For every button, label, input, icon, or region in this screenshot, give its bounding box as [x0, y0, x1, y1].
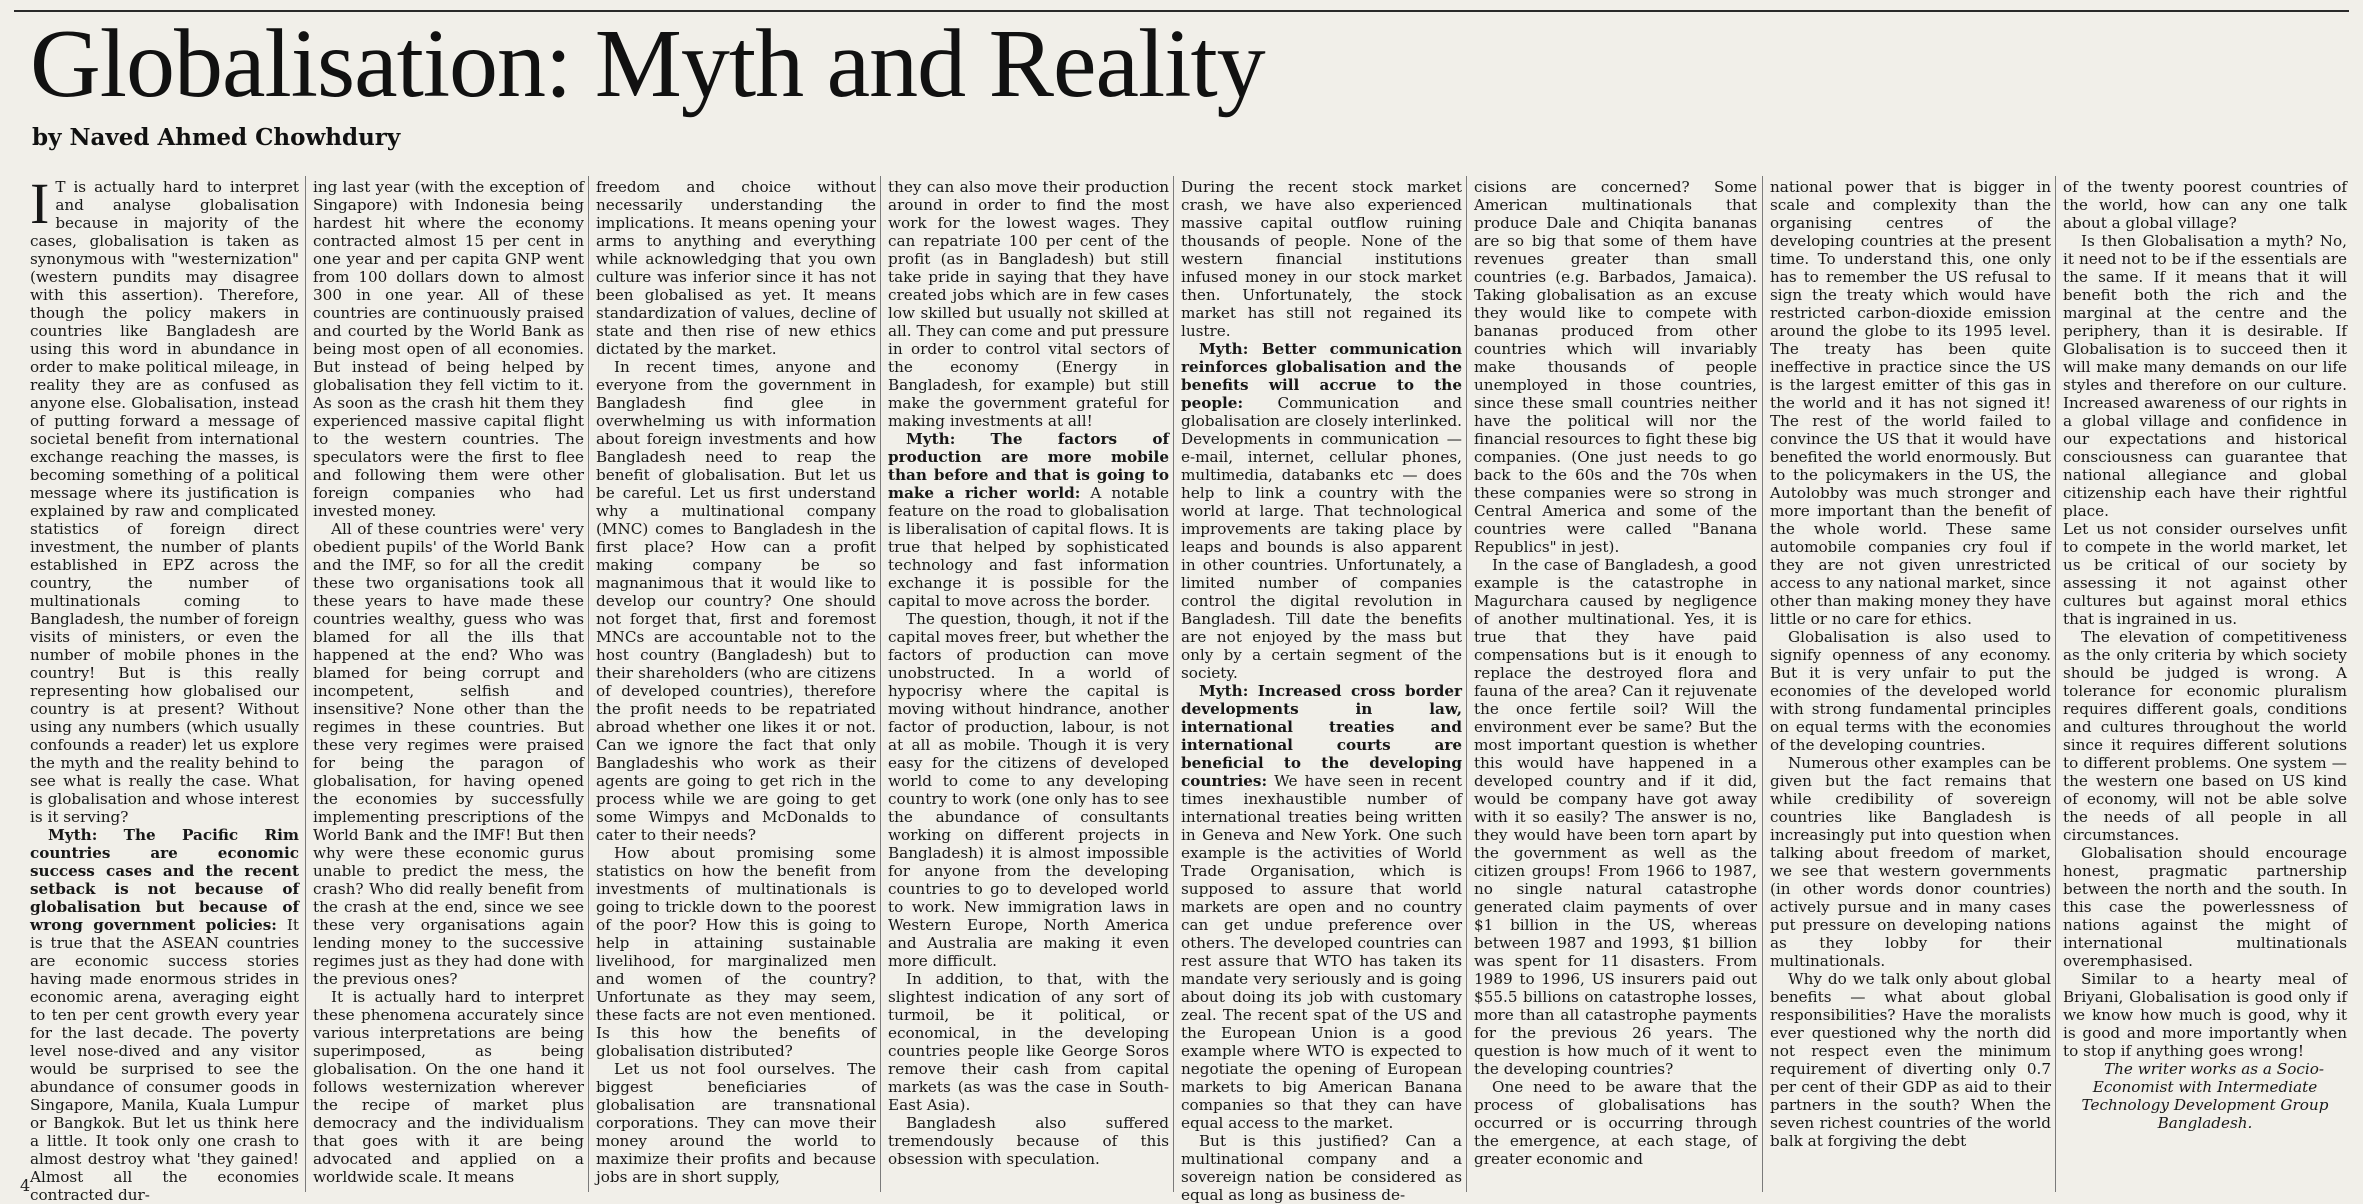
paragraph-text: national power that is bigger in scale and complexity than the organising centres of the developing countries at the present time. To understand this, one only has to remember the US refusal to sign the treaty which would have restricted carbon-dioxide emission around the globe to its 1995 level. The treaty has been quite ineffective in practice since the US is the largest emitter of this gas in the world and it has not signed it! The rest of the world failed to convince the US that it would have benefited the world enormously. But to the policymakers in the US, the Autolobby was much stronger and more important than the benefit of the whole world. These same automobile companies cry foul if they are not given unrestricted access to any national market, since other than making money they have little or no care for ethics. [1770, 178, 2051, 628]
paragraph [313, 520, 584, 988]
paragraph [888, 970, 1169, 1114]
paragraph-text: ing last year (with the exception of Singapore) with Indonesia being hardest hit where the economy contracted almost 15 per cent in one year and per capita GNP went from 100 dollars down to almost 300 in one year. All of these countries are continuously praised and courted by the World Bank as being most open of all economies. But instead of being helped by globalisation they fell victim to it. As soon as the crash hit them they experienced massive capital flight to the western countries. The speculators were the first to flee and following them were other foreign companies who had invested money. [313, 178, 584, 520]
paragraph [1770, 628, 2051, 754]
article-column-5 [1181, 178, 1462, 1204]
paragraph-text: they can also move their production around in order to find the most work for the lowest wages. They can repatriate 100 per cent of the profit (as in Bangladesh) but still take pride in saying that they have created jobs which are in few cases low skilled but usually not skilled at all. They can come and put pressure in order to control vital sectors of the economy (Energy in Bangladesh, for example) but still make the government grateful for making investments at all! [888, 178, 1169, 430]
article-column-1 [30, 171, 299, 1204]
section-heading: Myth: The factors of production are more mobile than before and that is going to make a richer world: [888, 430, 1169, 502]
paragraph-text: Similar to a hearty meal of Briyani, Globalisation is good only if we know how much is good, why it is good and more importantly when to stop if anything goes wrong! [2063, 970, 2347, 1060]
paragraph-text: But is this justified? Can a multinational company and a sovereign nation be considered as equal as long as business de- [1181, 1132, 1462, 1204]
paragraph-text: Globalisation should encourage honest, pragmatic partnership between the north and the south. In this case the powerlessness of nations against the might of international multinationals overemphasised. [2063, 844, 2347, 970]
paragraph-text: cisions are concerned? Some American multinationals that produce Dale and Chiqita bananas are so big that some of them have revenues greater than small countries (e.g. Barbados, Jamaica). Taking globalisation as an excuse they would like to compete with bananas produced from other countries which will invariably make thousands of people unemployed in those countries, since these small countries neither have the political will nor the financial resources to fight these big companies. (One just needs to go back to the 60s and the 70s when these companies were so strong in Central America and some of the countries were called "Banana Republics" in jest). [1474, 178, 1757, 556]
paragraph [596, 844, 876, 1060]
paragraph [2063, 844, 2347, 970]
paragraph [1474, 1078, 1757, 1168]
section-heading: Myth: Increased cross border developments in law, international treaties and international courts are beneficial to the developing countries: [1181, 682, 1462, 790]
article-column-8 [2063, 178, 2347, 1188]
paragraph [888, 430, 1169, 610]
paragraph [2063, 970, 2347, 1060]
paragraph [2063, 232, 2347, 520]
paragraph [2063, 520, 2347, 628]
page-number: 4 [20, 1176, 31, 1195]
paragraph [30, 826, 299, 1204]
paragraph [1770, 970, 2051, 1150]
column-divider [880, 176, 881, 1192]
paragraph-text: We have seen in recent times inexhaustible number of international treaties being written in Geneva and New York. One such example is the activities of World Trade Organisation, which is supposed to assure that world markets are open and no country can get undue preference over others. The developed countries can rest assure that WTO has taken its mandate very seriously and is going about doing its job with customary zeal. The recent spat of the US and the European Union is a good example where WTO is expected to negotiate the opening of European markets to big American Banana companies so that they can have equal access to the market. [1181, 772, 1462, 1132]
paragraph-text: It is actually hard to interpret these phenomena accurately since various interpretations are being superimposed, as being globalisation. On the one hand it follows westernization wherever the recipe of market plus democracy and the individualism that goes with it are being advocated and applied on a worldwide scale. It means [313, 988, 584, 1186]
paragraph-text: Communication and globalisation are closely interlinked. Developments in communication — e-mail, internet, cellular phones, multimedia, databanks etc — does help to link a country with the world at large. That technological improvements are taking place by leaps and bounds is also apparent in other countries. Unfortunately, a limited number of companies control the digital revolution in Bangladesh. Till date the benefits are not enjoyed by the mass but only by a certain segment of the society. [1181, 394, 1462, 682]
paragraph-text: T is actually hard to interpret and analyse globalisation because in majority of the cases, globalisation is taken as synonymous with "westernization" (western pundits may disagree with this assertion). Therefore, though the policy makers in countries like Bangladesh are using this word in abundance in order to make political mileage, in reality they are as confused as anyone else. Globalisation, instead of putting forward a message of societal benefit from international exchange reaching the masses, is becoming something of a political message where its justification is explained by raw and complicated statistics of foreign direct investment, the number of plants established in EPZ across the country, the number of multinationals coming to Bangladesh, the number of foreign visits of ministers, or even the number of mobile phones in the country! But is this really representing how globalised our country is at present? Without using any numbers (which usually confounds a reader) let us explore the myth and the reality behind to see what is really the case. What is globalisation and whose interest is it serving? [30, 178, 299, 826]
paragraph-text: All of these countries were' very obedient pupils' of the World Bank and the IMF, so for all the credit these two organisations took all these years to have made these countries wealthy, guess who was blamed for all the ills that happened at the end? Who was blamed for being corrupt and incompetent, selfish and insensitive? None other than the regimes in these countries. But these very regimes were praised for being the paragon of globalisation, for having opened the economies by successfully implementing prescriptions of the World Bank and the IMF! But then why were these economic gurus unable to predict the mess, the crash? Who did really benefit from the crash at the end, since we see these very organisations again lending money to the successive regimes just as they had done with the previous ones? [313, 520, 584, 988]
paragraph [2063, 628, 2347, 844]
article-column-3 [596, 178, 876, 1188]
paragraph [1181, 682, 1462, 1132]
paragraph-text: Let us not fool ourselves. The biggest beneficiaries of globalisation are transnational corporations. They can move their money around the world to maximize their profits and because jobs are in short supply, [596, 1060, 876, 1186]
paragraph [888, 610, 1169, 970]
paragraph-text: In recent times, anyone and everyone from the government in Bangladesh find glee in overwhelming us with information about foreign investments and how Bangladesh need to reap the benefit of globalisation. But let us be careful. Let us first understand why a multinational company (MNC) comes to Bangladesh in the first place? How can a profit making company be so magnanimous that it would like to develop our country? One should not forget that, first and foremost MNCs are accountable not to the host country (Bangladesh) but to their shareholders (who are citizens of developed countries), therefore the profit needs to be repatriated abroad whether one likes it or not. Can we ignore the fact that only Bangladeshis who work as their agents are going to get rich in the process while we are going to get some Wimpys and McDonalds to cater to their needs? [596, 358, 876, 844]
article-column-4 [888, 178, 1169, 1188]
column-divider [1762, 176, 1763, 1192]
column-divider [2055, 176, 2056, 1192]
article-byline: by Naved Ahmed Chowhdury [32, 124, 401, 151]
paragraph [313, 178, 584, 520]
paragraph-text: The elevation of competitiveness as the only criteria by which society should be judged is wrong. A tolerance for economic pluralism requires different goals, conditions and cultures throughout the world since it requires different solutions to different problems. One system — the western one based on US kind of economy, will not be able solve the needs of all people in all circumstances. [2063, 628, 2347, 844]
paragraph-text: In the case of Bangladesh, a good example is the catastrophe in Magurchara caused by negligence of another multinational. Yes, it is true that they have paid compensations but is it enough to replace the destroyed flora and fauna of the area? Can it rejuvenate the once fertile soil? Will the environment ever be same? But the most important question is whether this would have happened in a developed country and if it did, would be company have got away with it so easily? The answer is no, they would have been torn apart by the government as well as the citizen groups! From 1966 to 1987, no single natural catastrophe generated claim payments of over $1 billion in the US, whereas between 1987 and 1993, $1 billion was spent for 11 disasters. From 1989 to 1996, US insurers paid out $55.5 billions on catastrophe losses, more than all catastrophe payments for the previous 26 years. The question is how much of it went to the developing countries? [1474, 556, 1757, 1078]
paragraph [1181, 1132, 1462, 1204]
paragraph-text: The question, though, it not if the capital moves freer, but whether the factors of production can move unobstructed. In a world of hypocrisy where the capital is moving without hindrance, another factor of production, labour, is not at all as mobile. Though it is very easy for the citizens of developed world to come to any developing country to work (one only has to see the abundance of consultants working on different projects in Bangladesh) it is almost impossible for anyone from the developing countries to go to developed world to work. New immigration laws in Western Europe, North America and Australia are making it even more difficult. [888, 610, 1169, 970]
paragraph-text: It is true that the ASEAN countries are economic success stories having made enormous strides in economic arena, averaging eight to ten per cent growth every year for the last decade. The poverty level nose-dived and any visitor would be surprised to see the abundance of consumer goods in Singapore, Manila, Kuala Lumpur or Bangkok. But let us think here a little. It took only one crash to almost destroy what 'they gained! Almost all the economies contracted dur- [30, 916, 299, 1204]
column-divider [1173, 176, 1174, 1192]
paragraph-text: How about promising some statistics on how the benefit from investments of multinationals is going to trickle down to the poorest of the poor? How this is going to help in attaining sustainable livelihood, for marginalized men and women of the country? Unfortunate as they may seem, these facts are not even mentioned. Is this how the benefits of globalisation distributed? [596, 844, 876, 1060]
paragraph-text: During the recent stock market crash, we have also experienced massive capital outflow ruining thousands of people. None of the western financial institutions infused money in our stock market then. Unfortunately, the stock market has still not regained its lustre. [1181, 178, 1462, 340]
paragraph-text: A notable feature on the road to globalisation is liberalisation of capital flows. It is true that helped by sophisticated technology and fast information exchange it is possible for the capital to move across the border. [888, 484, 1169, 610]
paragraph-text: Numerous other examples can be given but the fact remains that while credibility of sovereign countries like Bangladesh is increasingly put into question when talking about freedom of market, we see that western governments (in other words donor countries) actively pursue and in many cases put pressure on developing nations as they lobby for their multinationals. [1770, 754, 2051, 970]
section-heading: Myth: The Pacific Rim countries are economic success cases and the recent setback is not because of globalisation but because of wrong government policies: [30, 826, 299, 934]
paragraph-text: In addition, to that, with the slightest indication of any sort of turmoil, be it political, or economical, in the developing countries people like George Soros remove their cash from capital markets (as was the case in South-East Asia). [888, 970, 1169, 1114]
paragraph [1181, 340, 1462, 682]
paragraph-text: One need to be aware that the process of globalisations has occurred or is occurring through the emergence, at each stage, of greater economic and [1474, 1078, 1757, 1168]
column-divider [1466, 176, 1467, 1192]
paragraph-text: Is then Globalisation a myth? No, it need not to be if the essentials are the same. If it means that it will benefit both the rich and the marginal at the centre and the periphery, than it is desirable. If Globalisation is to succeed then it will make many demands on our life styles and therefore on our culture. Increased awareness of our rights in a global village and confidence in our expectations and historical consciousness can guarantee that national allegiance and global citizenship each have their rightful place. [2063, 232, 2347, 520]
article-column-2 [313, 178, 584, 1188]
article-column-6 [1474, 178, 1757, 1188]
paragraph [1474, 556, 1757, 1078]
paragraph [1474, 178, 1757, 556]
paragraph-text: Bangladesh also suffered tremendously because of this obsession with speculation. [888, 1114, 1169, 1168]
section-heading: Myth: Better communication reinforces globalisation and the benefits will accrue to the people: [1181, 340, 1462, 412]
paragraph [313, 988, 584, 1186]
paragraph-text: Why do we talk only about global benefits — what about global responsibilities? Have the moralists ever questioned why the north did not respect even the minimum requirement of diverting only 0.7 per cent of their GDP as aid to their partners in the south? When the seven richest countries of the world balk at forgiving the debt [1770, 970, 2051, 1150]
paragraph-text: Globalisation is also used to signify openness of any economy. But it is very unfair to put the economies of the developed world with strong fundamental principles on equal terms with the economies of the developing countries. [1770, 628, 2051, 754]
paragraph [30, 171, 299, 826]
paragraph [888, 178, 1169, 430]
paragraph [888, 1114, 1169, 1168]
paragraph-text: freedom and choice without necessarily understanding the implications. It means opening your arms to anything and everything while acknowledging that you own culture was inferior since it has not been globalised as yet. It means standardization of values, decline of state and then rise of new ethics dictated by the market. [596, 178, 876, 358]
paragraph-text: The writer works as a Socio-Economist with Intermediate Technology Development Group Bangladesh. [2081, 1060, 2329, 1132]
column-divider [305, 176, 306, 1192]
paragraph [2063, 1060, 2347, 1132]
drop-cap: I [30, 171, 50, 236]
paragraph [1181, 178, 1462, 340]
paragraph-text: of the twenty poorest countries of the world, how can any one talk about a global village? [2063, 178, 2347, 232]
column-divider [588, 176, 589, 1192]
paragraph-text: Let us not consider ourselves unfit to compete in the world market, let us be critical of our society by assessing it not against other cultures but against moral ethics that is ingrained in us. [2063, 520, 2347, 628]
paragraph [596, 358, 876, 844]
paragraph [2063, 178, 2347, 232]
paragraph [1770, 178, 2051, 628]
paragraph [596, 1060, 876, 1186]
paragraph [596, 178, 876, 358]
paragraph [1770, 754, 2051, 970]
article-column-7 [1770, 178, 2051, 1188]
article-headline: Globalisation: Myth and Reality [30, 10, 1265, 118]
